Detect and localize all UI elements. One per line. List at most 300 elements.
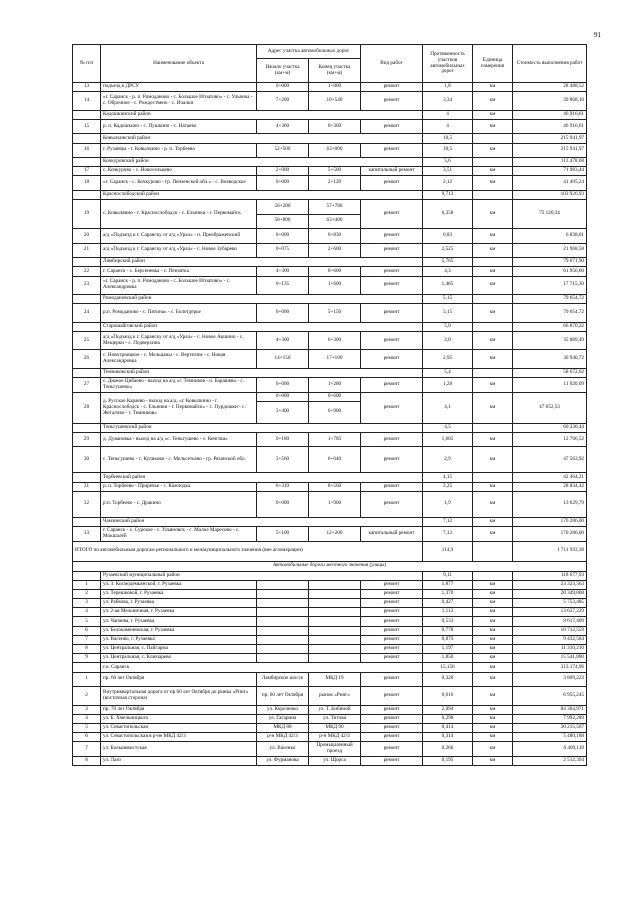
- table-row: [73, 608, 587, 617]
- row-number: 31: [73, 482, 101, 491]
- row-number: 2: [73, 589, 101, 598]
- object-name: ул. Васенко, г. Рузаевка: [101, 635, 257, 644]
- row-number: [73, 423, 101, 432]
- object-name: ул. Терешковой, г. Рузаевка: [101, 589, 257, 598]
- work-type: ремонт: [361, 243, 423, 258]
- total-label: ИТОГО по автомобильным дорогам регионального и межмуниципального значения (вне агломерации): [73, 541, 423, 561]
- section-unit: [473, 368, 513, 377]
- cost: 3 809,223: [513, 672, 587, 687]
- unit: км: [473, 714, 513, 723]
- end-km: 8+600: [309, 267, 361, 276]
- end-km: р-н МКД 42/3: [309, 733, 361, 742]
- end-km: 0+600: [309, 392, 361, 401]
- unit: км: [473, 733, 513, 742]
- work-type: ремонт: [361, 392, 423, 423]
- end-km: 6+900: [309, 401, 361, 423]
- unit: км: [473, 229, 513, 244]
- object-name: р.п. Ромоданово - с. Пятина» - с. Болотдерье: [101, 304, 257, 323]
- cost: 35 889,49: [513, 331, 587, 350]
- table-body-local: [73, 571, 587, 766]
- unit: км: [473, 687, 513, 706]
- row-number: 19: [73, 200, 101, 229]
- table-row: [73, 599, 587, 608]
- work-type: ремонт: [361, 482, 423, 491]
- cost: 6 838,01: [513, 229, 587, 244]
- table-row: [73, 276, 587, 295]
- length: 0,266: [423, 742, 473, 757]
- cost: 39 868,10: [513, 92, 587, 111]
- road-works-table: [72, 44, 587, 766]
- section-name: Теньгушевский район: [101, 423, 423, 432]
- unit: км: [473, 654, 513, 663]
- cost: 41 495,24: [513, 176, 587, 191]
- work-type: ремонт: [361, 723, 423, 732]
- end-km: 8+560: [309, 482, 361, 491]
- cost: 5 753,485: [513, 599, 587, 608]
- length: 2,25: [423, 482, 473, 491]
- length: 4,3: [423, 267, 473, 276]
- object-name: «г. Саранск - р. п. Ромоданово - с. Большое Игнатово» - с. Ульянка - с. Оброчное - с. Рождествено - с. Ичалки: [101, 92, 257, 111]
- end-km: 0+830: [309, 229, 361, 244]
- section-name: Чамзинский район: [101, 517, 423, 526]
- work-type: ремонт: [361, 617, 423, 626]
- row-number: 7: [73, 635, 101, 644]
- section-length: 4: [423, 110, 473, 119]
- cost: 61 956,60: [513, 267, 587, 276]
- unit: км: [473, 742, 513, 757]
- work-type: ремонт: [361, 350, 423, 369]
- section-row: [73, 368, 587, 377]
- unit: км: [473, 243, 513, 258]
- row-number: 3: [73, 705, 101, 714]
- end-km: 8+360: [309, 119, 361, 134]
- table-row: [73, 229, 587, 244]
- work-type: ремонт: [361, 276, 423, 295]
- section-unit: [473, 190, 513, 199]
- work-type: ремонт: [361, 143, 423, 158]
- start-km: 14+150: [257, 350, 309, 369]
- object-name: ул. Чапаева, г. Рузаевка: [101, 617, 257, 626]
- section-unit: [473, 158, 513, 167]
- end-km: 17+100: [309, 350, 361, 369]
- row-number: [73, 134, 101, 143]
- end-km: 2+600: [309, 243, 361, 258]
- row-number: 22: [73, 267, 101, 276]
- section-cost: 118 677,93: [513, 571, 587, 580]
- unit: км: [473, 350, 513, 369]
- row-number: 6: [73, 626, 101, 635]
- length: 0,533: [423, 617, 473, 626]
- end-km: 63+400: [309, 214, 361, 229]
- section-name: Рузаевский муниципальный район: [101, 571, 423, 580]
- row-number: [73, 473, 101, 482]
- unit: км: [473, 200, 513, 229]
- object-name: а/д «Подъезд к г. Саранску от а/д «Урал» - п. Преображенский: [101, 229, 257, 244]
- start-km: ул. Гагарина: [257, 714, 309, 723]
- table-row: [73, 331, 587, 350]
- cost: 9 432,584: [513, 635, 587, 644]
- section-cost: 103 926,93: [513, 190, 587, 199]
- section-unit: [473, 423, 513, 432]
- section-cost: 215 941,97: [513, 134, 587, 143]
- cost: 13 637,229: [513, 608, 587, 617]
- length: 1,8: [423, 83, 473, 92]
- work-type: ремонт: [361, 687, 423, 706]
- end-km: 6+300: [309, 331, 361, 350]
- table-row: [73, 654, 587, 663]
- row-number: 16: [73, 143, 101, 158]
- object-name: ул. Белокаменевская, г. Рузаевка: [101, 626, 257, 635]
- start-km: 0+075: [257, 243, 309, 258]
- work-type: ремонт: [361, 200, 423, 229]
- table-row: [73, 733, 587, 742]
- length: 7,12: [423, 527, 473, 542]
- length: 0,616: [423, 687, 473, 706]
- object-name: р.п. Торбеево - с. Дракино: [101, 491, 257, 517]
- section-row: [73, 110, 587, 119]
- start-km: р-н МКД 42/3: [257, 733, 309, 742]
- row-number: 13: [73, 83, 101, 92]
- end-km: 5+500: [309, 167, 361, 176]
- unit: км: [473, 645, 513, 654]
- row-number: 32: [73, 491, 101, 517]
- section-name: Лямбирский район: [101, 258, 423, 267]
- object-name: с. Дюжое Цибаево - выход на а/д «г. Темников - п. Барашево - с. Теньгушево»: [101, 378, 257, 393]
- section-length: 9,713: [423, 190, 473, 199]
- local-roads-title: Автомобильные дороги местного значения (улицы): [73, 561, 587, 571]
- work-type: ремонт: [361, 672, 423, 687]
- work-type: ремонт: [361, 176, 423, 191]
- start-km: 0+000: [257, 229, 309, 244]
- start-km: 0+000: [257, 378, 309, 393]
- header-cost: Стоимость выполнения работ: [513, 45, 587, 83]
- object-name: ул. Большевистская: [101, 742, 257, 757]
- section-row: [73, 473, 587, 482]
- length: 1,877: [423, 580, 473, 589]
- work-type: ремонт: [361, 447, 423, 473]
- object-name: д. Дувановка - выход на а/д «с. Теньгушево - с. Кенгиш»: [101, 432, 257, 447]
- unit: км: [473, 119, 513, 134]
- row-number: [73, 368, 101, 377]
- cost: 71 983,44: [513, 167, 587, 176]
- length: 1,9: [423, 491, 473, 517]
- work-type: ремонт: [361, 229, 423, 244]
- object-name: г. Саранск - с. Берсеневка - с. Пензятка: [101, 267, 257, 276]
- row-number: 1: [73, 672, 101, 687]
- cost: 75 120,34: [513, 200, 587, 229]
- section-cost: 170 286,00: [513, 517, 587, 526]
- end-km: 10+540: [309, 92, 361, 111]
- object-name: с. Кочкурово - с. Новосельцево: [101, 167, 257, 176]
- row-number: 33: [73, 527, 101, 542]
- table-row: [73, 83, 587, 92]
- length: 0,195: [423, 756, 473, 765]
- table-row: [73, 756, 587, 765]
- start-km: [257, 589, 309, 598]
- row-number: 7: [73, 742, 101, 757]
- start-km: 4+300: [257, 267, 309, 276]
- row-number: 3: [73, 599, 101, 608]
- row-number: 18: [73, 176, 101, 191]
- table-row: [73, 304, 587, 323]
- unit: км: [473, 723, 513, 732]
- end-km: [309, 645, 361, 654]
- length: 0,427: [423, 599, 473, 608]
- start-km: [257, 599, 309, 608]
- section-unit: км: [473, 517, 513, 526]
- row-number: 30: [73, 447, 101, 473]
- cost: 30 940,72: [513, 350, 587, 369]
- unit: км: [473, 580, 513, 589]
- start-km: [257, 626, 309, 635]
- total-cost: 1 711 933,38: [513, 541, 587, 561]
- work-type: ремонт: [361, 267, 423, 276]
- start-km: [257, 635, 309, 644]
- work-type: ремонт: [361, 378, 423, 393]
- row-number: 1: [73, 580, 101, 589]
- end-km: ул. Щорса: [309, 756, 361, 765]
- length: 0,873: [423, 635, 473, 644]
- cost: 30 215,567: [513, 723, 587, 732]
- header-work: Вид работ: [361, 45, 423, 83]
- row-number: [73, 517, 101, 526]
- start-km: 58+800: [257, 214, 309, 229]
- cost: 79 654,72: [513, 304, 587, 323]
- section-length: 5,4: [423, 368, 473, 377]
- start-km: 3+400: [257, 401, 309, 423]
- cost: 11 310,210: [513, 645, 587, 654]
- unit: км: [473, 392, 513, 423]
- start-km: [257, 608, 309, 617]
- object-name: с. Ковыляино - г. Краснослободск - с. Ельники - г. Первомайск: [101, 200, 257, 229]
- section-row: [73, 158, 587, 167]
- row-number: 6: [73, 733, 101, 742]
- section-row: [73, 134, 587, 143]
- section-cost: 113 478,68: [513, 158, 587, 167]
- unit: км: [473, 331, 513, 350]
- work-type: ремонт: [361, 432, 423, 447]
- end-km: [309, 626, 361, 635]
- unit: км: [473, 176, 513, 191]
- cost: 5 480,188: [513, 733, 587, 742]
- cost: 23 323,563: [513, 580, 587, 589]
- section-length: 10,5: [423, 134, 473, 143]
- start-km: 4+300: [257, 331, 309, 350]
- header-name: Наименование объекта: [101, 45, 257, 83]
- section-unit: [473, 134, 513, 143]
- row-number: [73, 295, 101, 304]
- section-cost: 313 174,96: [513, 663, 587, 672]
- row-number: 5: [73, 723, 101, 732]
- row-number: 4: [73, 608, 101, 617]
- row-number: [73, 663, 101, 672]
- unit: км: [473, 756, 513, 765]
- work-type: ремонт: [361, 626, 423, 635]
- section-unit: [473, 258, 513, 267]
- table-row: [73, 176, 587, 191]
- start-km: 2+000: [257, 167, 309, 176]
- end-km: 63+000: [309, 143, 361, 158]
- work-type: ремонт: [361, 491, 423, 517]
- section-cost: 58 672,62: [513, 368, 587, 377]
- object-name: ул. Севастопольская в р-не МКД 42/3: [101, 733, 257, 742]
- end-km: 1+600: [309, 276, 361, 295]
- table-row: [73, 92, 587, 111]
- unit: км: [473, 83, 513, 92]
- section-name: Ромодановский район: [101, 295, 423, 304]
- start-km: ул. Васенко: [257, 742, 309, 757]
- table-row-19-group: [73, 200, 587, 229]
- section-length: 4,15: [423, 473, 473, 482]
- header-num: № п/п: [73, 45, 101, 83]
- object-name: ул. Лазо: [101, 756, 257, 765]
- work-type: ремонт: [361, 92, 423, 111]
- section-cost: 66 870,22: [513, 322, 587, 331]
- section-length: 4,5: [423, 423, 473, 432]
- table-row: [73, 580, 587, 589]
- work-type: капитальный ремонт: [361, 167, 423, 176]
- cost: 215 941,97: [513, 143, 587, 158]
- end-km: Промышленный проезд: [309, 742, 361, 757]
- section-cost: 42 464,21: [513, 473, 587, 482]
- object-name: ул. 2-ая Мельничная, г. Рузаевка: [101, 608, 257, 617]
- work-type: ремонт: [361, 733, 423, 742]
- start-km: 0+000: [257, 83, 309, 92]
- row-number: 9: [73, 654, 101, 663]
- length: 2,12: [423, 176, 473, 191]
- end-km: рынок «Ринг»: [309, 687, 361, 706]
- section-row: [73, 571, 587, 580]
- start-km: ул. Короленко: [257, 705, 309, 714]
- unit: км: [473, 167, 513, 176]
- work-type: ремонт: [361, 599, 423, 608]
- header-end: Конец участка (км+м): [309, 59, 361, 83]
- unit: км: [473, 608, 513, 617]
- end-km: [309, 589, 361, 598]
- row-number: [73, 571, 101, 580]
- end-km: 1+800: [309, 83, 361, 92]
- table-body-regional-2: [73, 229, 587, 392]
- unit: км: [473, 482, 513, 491]
- section-name: г.о. Саранск: [101, 663, 423, 672]
- start-km: 0+000: [257, 491, 309, 517]
- table-row: [73, 527, 587, 542]
- section-unit: км: [473, 110, 513, 119]
- start-km: пр. 60 лет Октября: [257, 687, 309, 706]
- table-row: [73, 742, 587, 757]
- cost: 46 916,61: [513, 119, 587, 134]
- cost: 2 512,394: [513, 756, 587, 765]
- start-km: 3+560: [257, 447, 309, 473]
- table-row: [73, 491, 587, 517]
- end-km: 12+200: [309, 527, 361, 542]
- section-length: 5,6: [423, 158, 473, 167]
- header-length: Протяженность участков автомобильных дорог: [423, 45, 473, 83]
- work-type: ремонт: [361, 580, 423, 589]
- section-unit: [473, 295, 513, 304]
- length: 0,778: [423, 626, 473, 635]
- cost: 8 617,409: [513, 617, 587, 626]
- length: 3,34: [423, 92, 473, 111]
- table-body-regional-1: [73, 83, 587, 200]
- cost: 15 541,880: [513, 654, 587, 663]
- object-name: г. Саранск - с. Сурское - с. Ульяновск - с. Малое Маресево - с. Мокшалей: [101, 527, 257, 542]
- length: 1,197: [423, 645, 473, 654]
- end-km: [309, 608, 361, 617]
- start-km: 4+360: [257, 119, 309, 134]
- unit: км: [473, 626, 513, 635]
- row-number: 26: [73, 350, 101, 369]
- row-number: [73, 258, 101, 267]
- length: 1,112: [423, 608, 473, 617]
- section-length: 5,15: [423, 295, 473, 304]
- work-type: ремонт: [361, 645, 423, 654]
- row-number: 20: [73, 229, 101, 244]
- section-row: [73, 663, 587, 672]
- end-km: МКД 19: [309, 672, 361, 687]
- unit: км: [473, 599, 513, 608]
- object-name: ул. Рабкова, г. Рузаевка: [101, 599, 257, 608]
- end-km: 6+640: [309, 447, 361, 473]
- section-cost: 79 671,90: [513, 258, 587, 267]
- row-number: 5: [73, 617, 101, 626]
- total-group: [73, 541, 587, 571]
- table-row: [73, 482, 587, 491]
- object-name: пр. 70 лет Октября: [101, 705, 257, 714]
- table-row: [73, 714, 587, 723]
- unit: км: [473, 92, 513, 111]
- row-number: 28: [73, 392, 101, 423]
- table-row: [73, 617, 587, 626]
- length: 2,95: [423, 350, 473, 369]
- unit: км: [473, 589, 513, 598]
- work-type: ремонт: [361, 714, 423, 723]
- unit: км: [473, 304, 513, 323]
- length: 4: [423, 119, 473, 134]
- row-number: [73, 110, 101, 119]
- work-type: капитальный ремонт: [361, 527, 423, 542]
- table-body-regional-3: [73, 423, 587, 541]
- work-type: ремонт: [361, 304, 423, 323]
- section-cost: 79 654,72: [513, 295, 587, 304]
- row-number: 2: [73, 687, 101, 706]
- row-number: 8: [73, 756, 101, 765]
- end-km: ул. Титова: [309, 714, 361, 723]
- start-km: [257, 617, 309, 626]
- section-row: [73, 517, 587, 526]
- object-name: с. Новотроицкое - с. Мельцаны - с. Вертелим - с. Новая Александровка: [101, 350, 257, 369]
- end-km: 2+120: [309, 176, 361, 191]
- cost: 6 955,245: [513, 687, 587, 706]
- start-km: 7+200: [257, 92, 309, 111]
- row-number: [73, 322, 101, 331]
- row-number: 24: [73, 304, 101, 323]
- section-name: Старошайговский район: [101, 322, 423, 331]
- section-name: Кочкуровский район: [101, 158, 423, 167]
- row-number: 27: [73, 378, 101, 393]
- work-type: ремонт: [361, 608, 423, 617]
- object-name: подъезд к ДРСУ: [101, 83, 257, 92]
- section-length: 5,0: [423, 322, 473, 331]
- object-name: р. п. Кадошкино - с. Пушкино - с. Нагаево: [101, 119, 257, 134]
- unit: км: [473, 705, 513, 714]
- start-km: 0+000: [257, 304, 309, 323]
- table-row: [73, 723, 587, 732]
- length: 2,0: [423, 331, 473, 350]
- table-row: [73, 645, 587, 654]
- table-row: [73, 350, 587, 369]
- object-name: ул. Центральная, с. Ключарево: [101, 654, 257, 663]
